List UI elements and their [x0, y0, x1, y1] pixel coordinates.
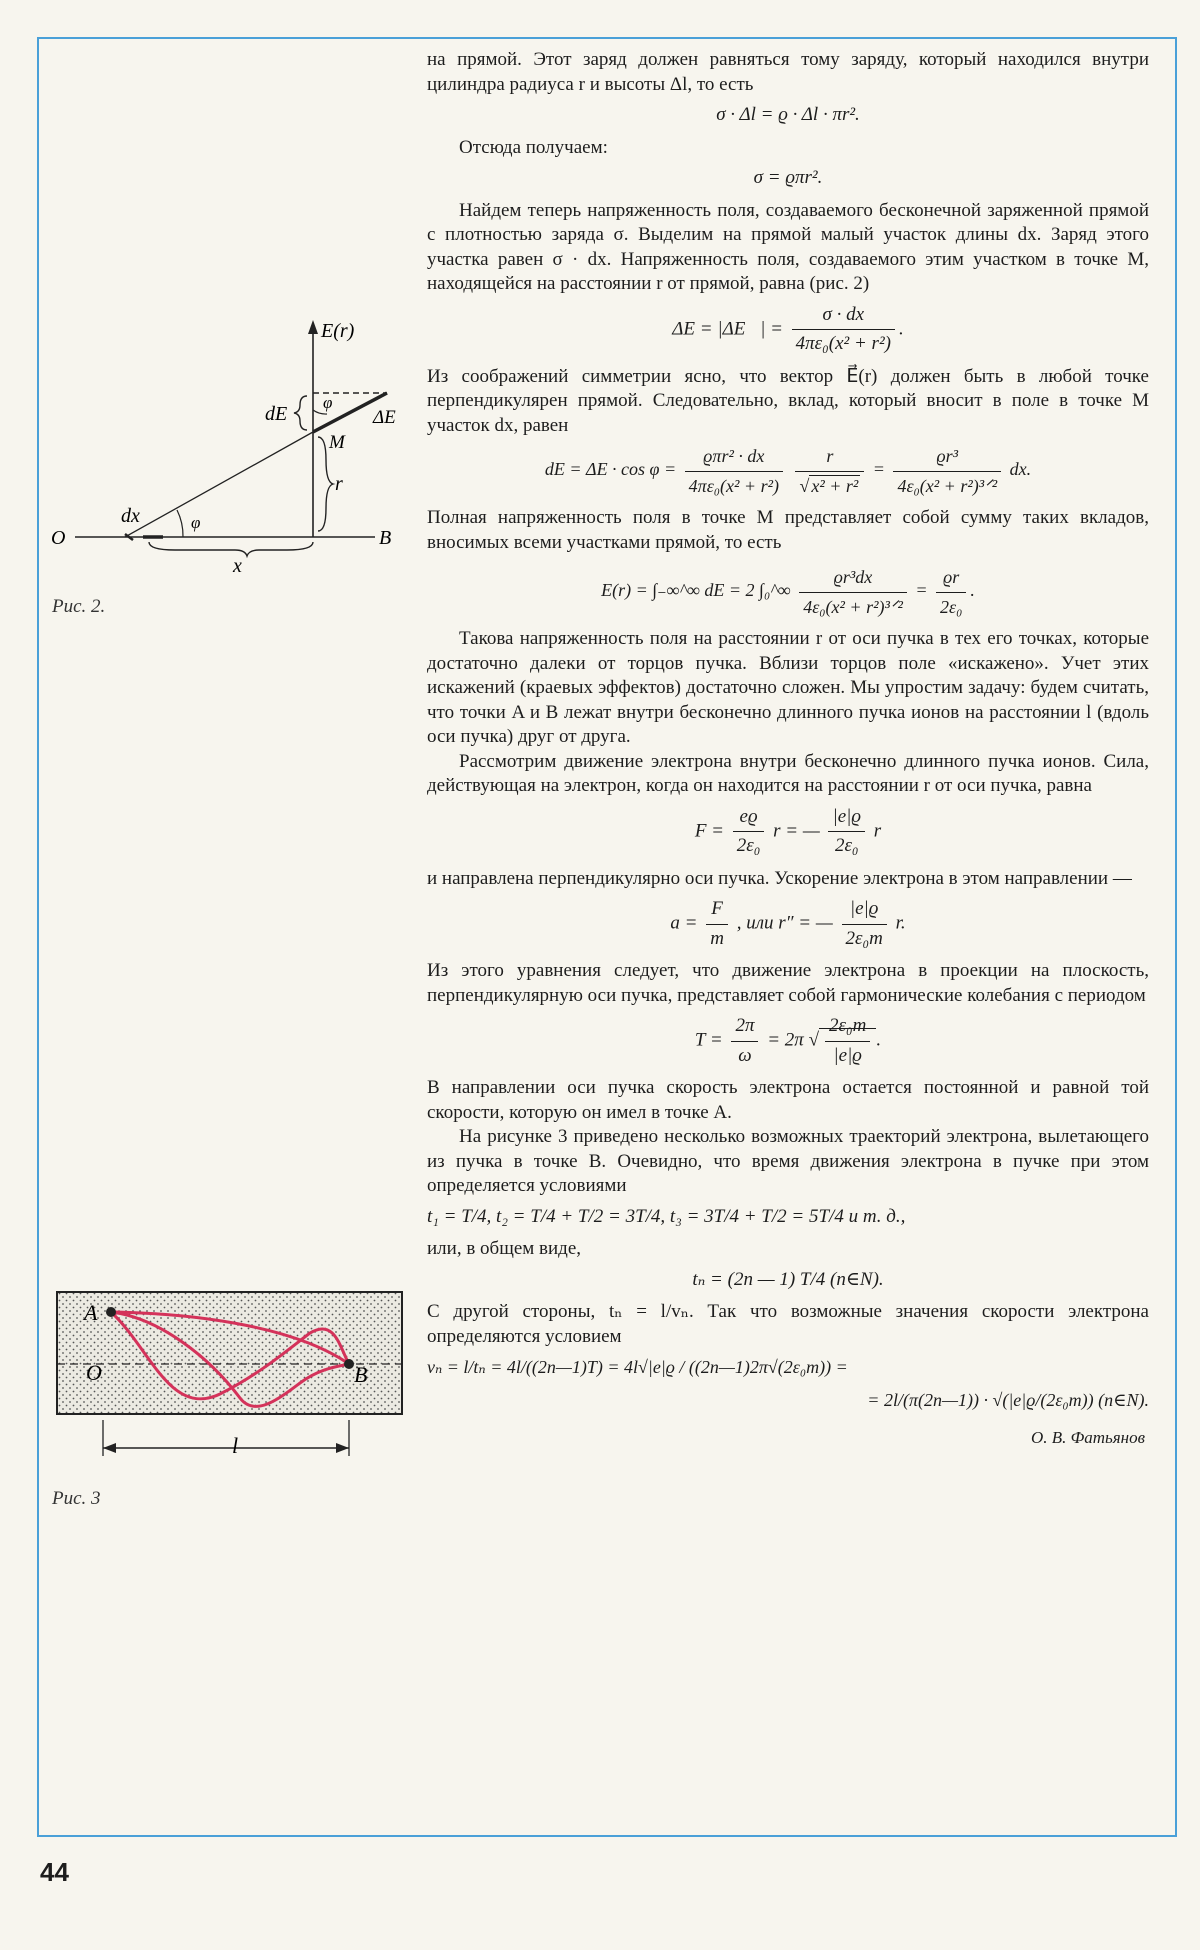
paragraph: Рассмотрим движение электрона внутри бесконечно длинного пучка ионов. Сила, действующая на электрон, когда он находится на расстоянии r от оси пучка, равна: [427, 750, 1149, 796]
figure-3-caption: Рис. 3: [52, 1488, 101, 1509]
figure-3: [40, 1288, 420, 1478]
label-b: B: [354, 1362, 368, 1387]
equation-period: T = $\frac{2\pi}{\omega}$ = 2π √ $\frac{\text{2ε₀m}}{|e|ϱ}$ .: [694, 1015, 882, 1066]
figure-2-caption: Рис. 2.: [52, 596, 106, 617]
label-x: x: [233, 555, 242, 577]
label-dx: dx: [121, 505, 140, 527]
label-b: B: [379, 527, 392, 549]
x-brace: [149, 542, 313, 556]
paragraph: Из соображений симметрии ясно, что вектор E⃗(r) должен быть в любой точке перпендикулярен прямой. Следовательно, вклад, который вносит в поле в точке M участок dx, равен: [427, 365, 1149, 436]
paragraph: На рисунке 3 приведено несколько возможных траекторий электрона, вылетающего из пучка в точке B. Очевидно, что время движения электрона в пучке при этом определяется условиями: [427, 1126, 1149, 1196]
label-o: O: [51, 527, 66, 549]
label-m: M: [329, 432, 345, 453]
phi-arc: [177, 510, 183, 537]
text-column: [427, 48, 1149, 1451]
paragraph: Полная напряженность поля в точке M представляет собой сумму таких вкладов, вносимых всеми участками прямой, то есть: [427, 507, 1149, 553]
equation-vn-final: = 2l/(π(2n—1)) · √(|e|ϱ/(2ε₀m)) (n∈N).: [867, 1389, 1149, 1410]
paragraph: или, в общем виде,: [427, 1238, 582, 1259]
label-o: O: [86, 1360, 102, 1385]
point-b: [344, 1359, 354, 1369]
equation-force: F = $\frac{eϱ}{\text{2ε₀}}$ r = — $\frac{|e|ϱ}{\text{2ε₀}}$ r: [694, 805, 882, 856]
ray-dx-to-M: [125, 432, 313, 537]
label-de: dE: [265, 403, 288, 425]
author: О. В. Фатьянов: [1030, 1428, 1145, 1447]
point-a: [106, 1307, 116, 1317]
label-a: A: [84, 1300, 98, 1325]
paragraph: Отсюда получаем:: [459, 136, 608, 158]
equation: σ · Δl = ϱ · Δl · πr².: [716, 104, 860, 125]
label-phi: φ: [191, 513, 201, 532]
equation-times: t₁ = T/4, t₂ = T/4 + T/2 = 3T/4, t₃ = 3T/4 + T/2 = 5T/4 и т. д.,: [427, 1205, 906, 1227]
label-e-r: E(r): [321, 320, 355, 342]
paragraph: С другой стороны, tₙ = l/vₙ. Так что возможные значения скорости электрона определяются условием: [427, 1301, 1149, 1347]
paragraph: и направлена перпендикулярно оси пучка. Ускорение электрона в этом направлении —: [427, 867, 1132, 889]
page-number: 44: [40, 1857, 69, 1887]
equation-de: dE = ΔE · cos φ = $\frac{\text{ϱπr² · dx}}{\text{4πε₀(x² + r²)}}$ $\frac{r}{\text{√ x² + r²}}$ = $\frac{\text{ϱr³}}{\text{4ε₀(x² + r²)³ᐟ²}}$ dx.: [544, 446, 1032, 496]
paragraph: Из этого уравнения следует, что движение электрона в проекции на плоскость, перпендикулярную оси пучка, представляет собой гармонические колебания с периодом: [427, 960, 1149, 1006]
label-delta-e: ΔE: [373, 407, 396, 428]
de-brace: [294, 396, 307, 430]
e-arrow-head: [308, 320, 318, 334]
paragraph: В направлении оси пучка скорость электрона остается постоянной и равной той скорости, которую он имел в точке A.: [427, 1077, 1149, 1123]
equation-tn: tₙ = (2n — 1) T/4 (n∈N).: [692, 1268, 884, 1290]
paragraph: на прямой. Этот заряд должен равняться тому заряду, который находился внутри цилиндра радиуса r и высоты Δl, то есть: [427, 49, 1149, 95]
paragraph: Такова напряженность поля на расстоянии r от оси пучка в тех его точках, которые достаточно далеки от торцов пучка. Вблизи торцов поле «искажено». Учет этих искажений (краевых эффектов) достаточно сложен. Мы упростим задачу: будем считать, что точки A и B лежат внутри бесконечно длинного пучка ионов на расстоянии l (вдоль оси пучка) друг от друга.: [427, 628, 1149, 747]
label-l: l: [232, 1433, 239, 1458]
equation-vn: vₙ = l/tₙ = 4l/((2n—1)T) = 4l√|e|ϱ / ((2n—1)2π√(2ε₀m)) =: [427, 1357, 848, 1377]
label-phi-top: φ: [323, 393, 333, 412]
equation-delta-e: ΔE = |ΔE⃗| = $\frac{\sigma \cdot dx}{\text{4πε₀(x² + r²)}}$ .: [672, 303, 904, 354]
figure-2: [45, 310, 415, 590]
label-r: r: [335, 473, 343, 495]
equation-acceleration: a = $\frac{F}{m}$ , или r″ = — $\frac{|e|ϱ}{\text{2ε₀m}}$ r.: [670, 898, 906, 949]
equation-e-r: E(r) = ∫₋∞^∞ dE = 2 ∫₀^∞ $\frac{\text{ϱr³dx}}{\text{4ε₀(x² + r²)³ᐟ²}}$ = $\frac{ϱr}{\text{2ε₀}}$ .: [601, 567, 975, 617]
paragraph: Найдем теперь напряженность поля, создаваемого бесконечной заряженной прямой с плотностью заряда σ. Выделим на прямой малый участок длины dx. Заряд этого участка равен σ · dx. Напряженность поля, создаваемого этим участком в точке M, находящейся на расстоянии r от прямой, равна (рис. 2): [427, 199, 1149, 294]
equation: σ = ϱπr².: [753, 167, 823, 188]
